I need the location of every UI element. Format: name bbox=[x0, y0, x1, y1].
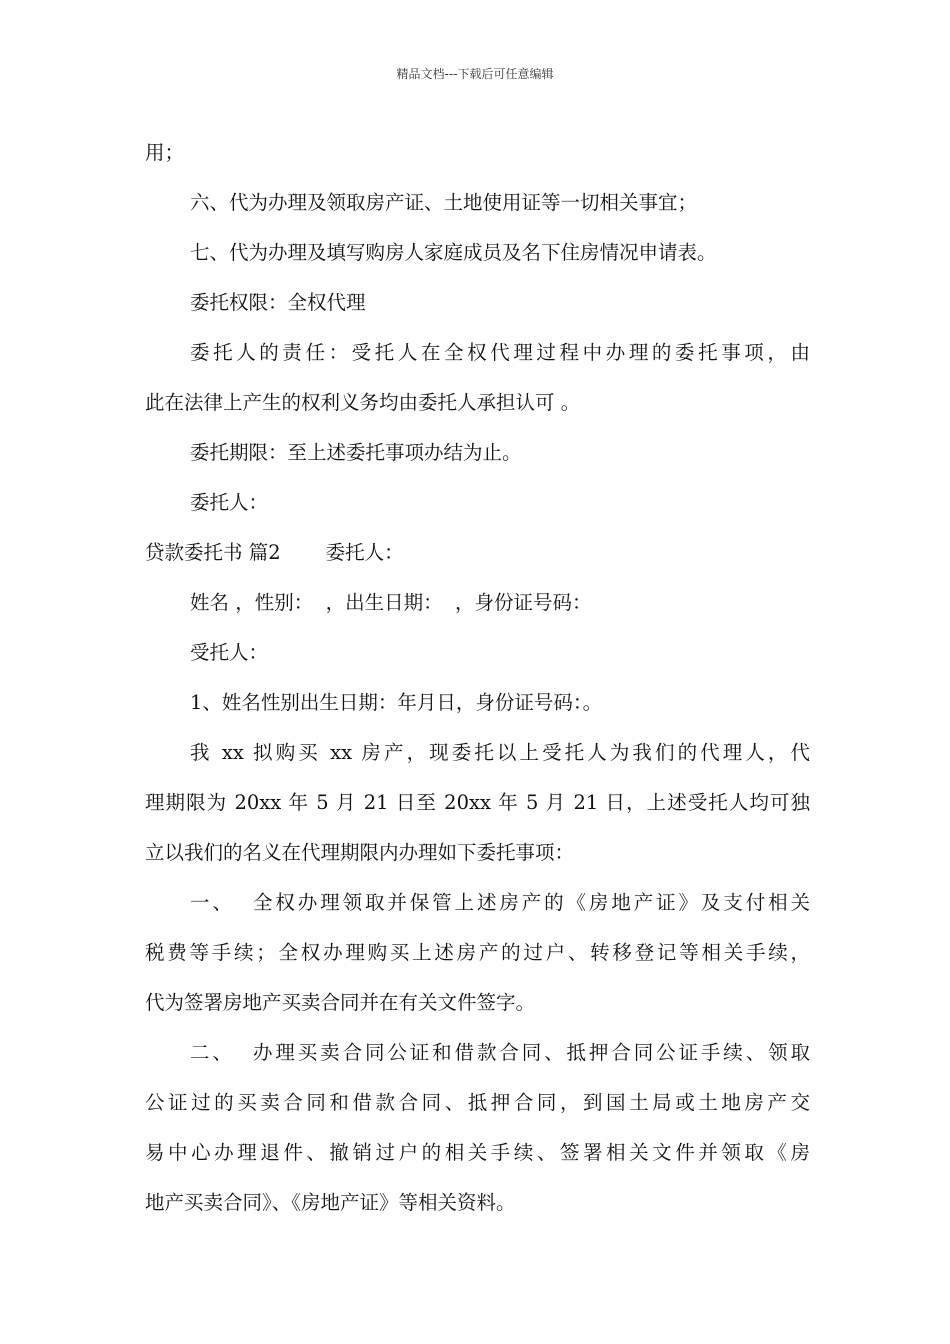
paragraph-line: 税费等手续；全权办理购买上述房产的过户、转移登记等相关手续， bbox=[145, 941, 810, 964]
paragraph-line: 一、 全权办理领取并保管上述房产的《房地产证》及支付相关 bbox=[190, 891, 810, 914]
paragraph-line: 二、 办理买卖合同公证和借款合同、抵押合同公证手续、领取 bbox=[190, 1041, 810, 1064]
paragraph-line: 委托权限：全权代理 bbox=[190, 291, 366, 314]
paragraph-line: 公证过的买卖合同和借款合同、抵押合同，到国土局或土地房产交 bbox=[145, 1091, 810, 1114]
paragraph-line: 七、代为办理及填写购房人家庭成员及名下住房情况申请表。 bbox=[190, 241, 717, 264]
paragraph-line: 六、代为办理及领取房产证、土地使用证等一切相关事宜； bbox=[190, 191, 698, 214]
paragraph-line: 委托人： bbox=[190, 491, 269, 514]
section-title: 贷款委托书 篇2 bbox=[145, 541, 281, 564]
paragraph-line: 易中心办理退件、撤销过户的相关手续、签署相关文件并领取《房 bbox=[145, 1141, 810, 1164]
document-body bbox=[145, 128, 810, 1228]
paragraph-line: 理期限为 20xx 年 5 月 21 日至 20xx 年 5 月 21 日，上述受托人均可独 bbox=[145, 791, 810, 814]
paragraph-line: 姓名 ，性别： ，出生日期： ，身份证号码： bbox=[190, 591, 592, 614]
principal-label: 委托人： bbox=[325, 541, 404, 564]
paragraph-line: 受托人： bbox=[190, 641, 269, 664]
paragraph-line: 代为签署房地产买卖合同并在有关文件签字。 bbox=[145, 991, 536, 1014]
paragraph-line: 委托人的责任：受托人在全权代理过程中办理的委托事项，由 bbox=[190, 341, 810, 364]
paragraph-line: 我 xx 拟购买 xx 房产，现委托以上受托人为我们的代理人，代 bbox=[190, 741, 810, 764]
paragraph-line: 1、姓名性别出生日期：年月日，身份证号码：。 bbox=[190, 691, 603, 714]
paragraph-line: 此在法律上产生的权利义务均由委托人承担认可 。 bbox=[145, 391, 581, 414]
section-heading-line bbox=[145, 528, 810, 578]
paragraph-line: 委托期限：至上述委托事项办结为止。 bbox=[190, 441, 522, 464]
paragraph-line: 用； bbox=[145, 141, 185, 164]
paragraph-line: 地产买卖合同》、《房地产证》等相关资料。 bbox=[145, 1191, 516, 1214]
paragraph-line: 立以我们的名义在代理期限内办理如下委托事项： bbox=[145, 841, 575, 864]
page-header: 精品文档---下载后可任意编辑 bbox=[396, 67, 554, 81]
